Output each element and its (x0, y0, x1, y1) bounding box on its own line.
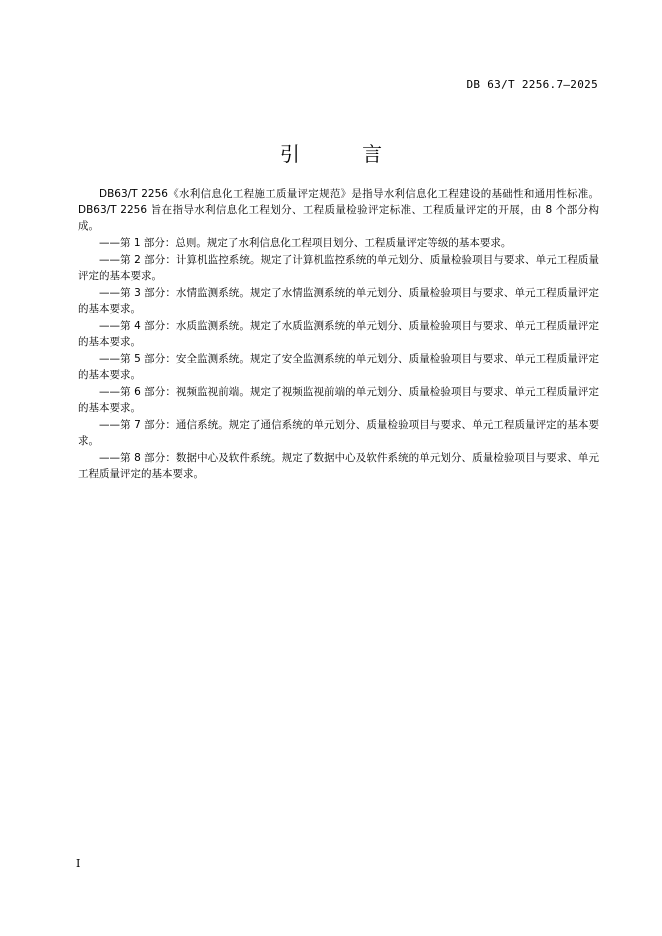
page-title: 引 言 (279, 142, 411, 166)
part-5-paragraph: ——第 5 部分：安全监测系统。规定了安全监测系统的单元划分、质量检验项目与要求、单元工程质量评定的基本要求。 (78, 353, 599, 381)
document-code: DB 63/T 2256.7—2025 (466, 78, 598, 91)
intro-paragraph: DB63/T 2256《水利信息化工程施工质量评定规范》是指导水利信息化工程建设的基础性和通用性标准。DB63/T 2256 旨在指导水利信息化工程划分、工程质量检验评定标准、工程质量评定的开展，由 8 个部分构成。 (78, 188, 599, 232)
part-2-paragraph: ——第 2 部分：计算机监控系统。规定了计算机监控系统的单元划分、质量检验项目与要求、单元工程质量评定的基本要求。 (78, 254, 599, 282)
part-1-paragraph: ——第 1 部分：总则。规定了水利信息化工程项目划分、工程质量评定等级的基本要求。 (99, 237, 512, 249)
part-6-paragraph: ——第 6 部分：视频监视前端。规定了视频监视前端的单元划分、质量检验项目与要求、单元工程质量评定的基本要求。 (78, 386, 599, 414)
part-4-paragraph: ——第 4 部分：水质监测系统。规定了水质监测系统的单元划分、质量检验项目与要求、单元工程质量评定的基本要求。 (78, 320, 599, 348)
page-number: I (76, 857, 81, 870)
part-3-paragraph: ——第 3 部分：水情监测系统。规定了水情监测系统的单元划分、质量检验项目与要求、单元工程质量评定的基本要求。 (78, 287, 599, 315)
part-8-paragraph: ——第 8 部分：数据中心及软件系统。规定了数据中心及软件系统的单元划分、质量检验项目与要求、单元工程质量评定的基本要求。 (78, 452, 599, 480)
part-7-paragraph: ——第 7 部分：通信系统。规定了通信系统的单元划分、质量检验项目与要求、单元工程质量评定的基本要求。 (78, 419, 599, 447)
document-body (78, 186, 599, 483)
